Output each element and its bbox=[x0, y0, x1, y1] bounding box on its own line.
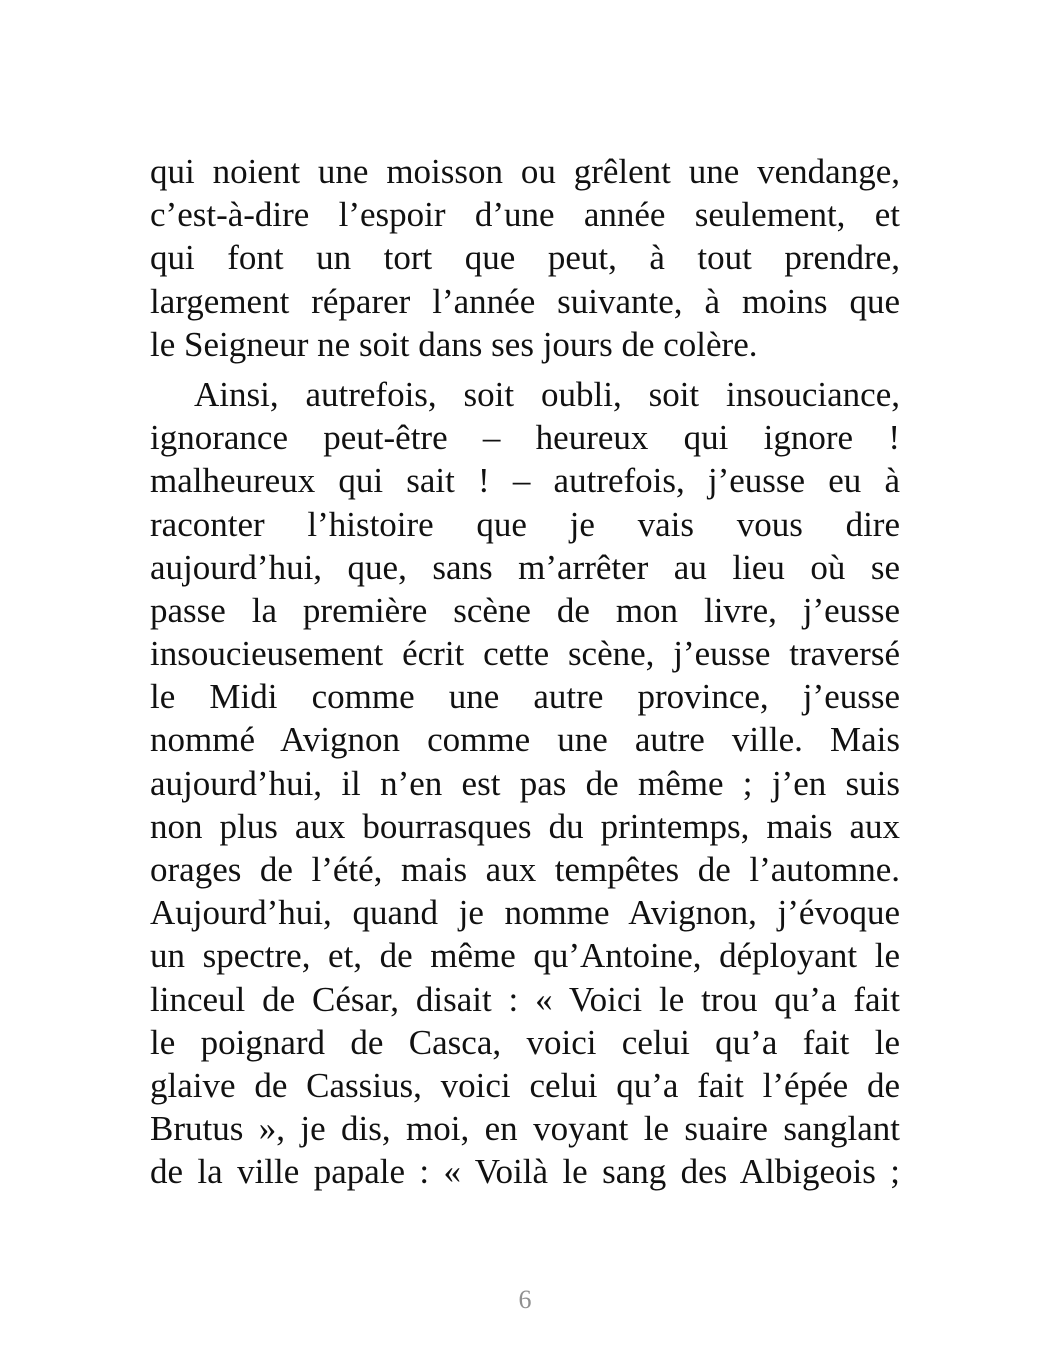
text-line: nommé Avignon comme une autre ville. Mais bbox=[150, 720, 900, 760]
text-line: Brutus », je dis, moi, en voyant le suaire sanglant bbox=[150, 1109, 900, 1149]
text-line: insoucieusement écrit cette scène, j’eusse traversé bbox=[150, 634, 900, 674]
text-line: passe la première scène de mon livre, j’eusse bbox=[150, 590, 900, 630]
text-line: Aujourd’hui, quand je nomme Avignon, j’évoque bbox=[150, 893, 900, 933]
text-line: glaive de Cassius, voici celui qu’a fait l’épée de bbox=[150, 1065, 900, 1105]
text-line: malheureux qui sait ! – autrefois, j’eusse eu à bbox=[150, 461, 900, 501]
text-line: un spectre, et, de même qu’Antoine, déployant le bbox=[150, 936, 900, 976]
paragraph-1 bbox=[150, 150, 900, 366]
text-line: le Midi comme une autre province, j’eusse bbox=[150, 677, 900, 717]
text-line: aujourd’hui, que, sans m’arrêter au lieu où se bbox=[150, 547, 900, 587]
text-line: de la ville papale : « Voilà le sang des Albigeois ; bbox=[150, 1152, 900, 1192]
text-line: le Seigneur ne soit dans ses jours de colère. bbox=[150, 324, 758, 364]
text-line: aujourd’hui, il n’en est pas de même ; j’en suis bbox=[150, 763, 900, 803]
text-line: non plus aux bourrasques du printemps, mais aux bbox=[150, 806, 900, 846]
page-number: 6 bbox=[518, 1285, 532, 1314]
text-line: le poignard de Casca, voici celui qu’a fait le bbox=[150, 1022, 900, 1062]
text-line: orages de l’été, mais aux tempêtes de l’automne. bbox=[150, 850, 900, 889]
text-line: linceul de César, disait : « Voici le trou qu’a fait bbox=[150, 979, 900, 1019]
text-line: Ainsi, autrefois, soit oubli, soit insouciance, bbox=[194, 374, 900, 414]
text-line: c’est-à-dire l’espoir d’une année seulement, et bbox=[150, 195, 900, 235]
text-line: largement réparer l’année suivante, à moins que bbox=[150, 281, 900, 321]
text-line: raconter l’histoire que je vais vous dire bbox=[150, 504, 900, 544]
body-text bbox=[150, 150, 900, 1194]
text-line: qui noient une moisson ou grêlent une vendange, bbox=[150, 152, 900, 191]
text-line: ignorance peut-être – heureux qui ignore ! bbox=[150, 418, 900, 458]
paragraph-2 bbox=[150, 373, 900, 1194]
text-line: qui font un tort que peut, à tout prendre, bbox=[150, 238, 900, 278]
